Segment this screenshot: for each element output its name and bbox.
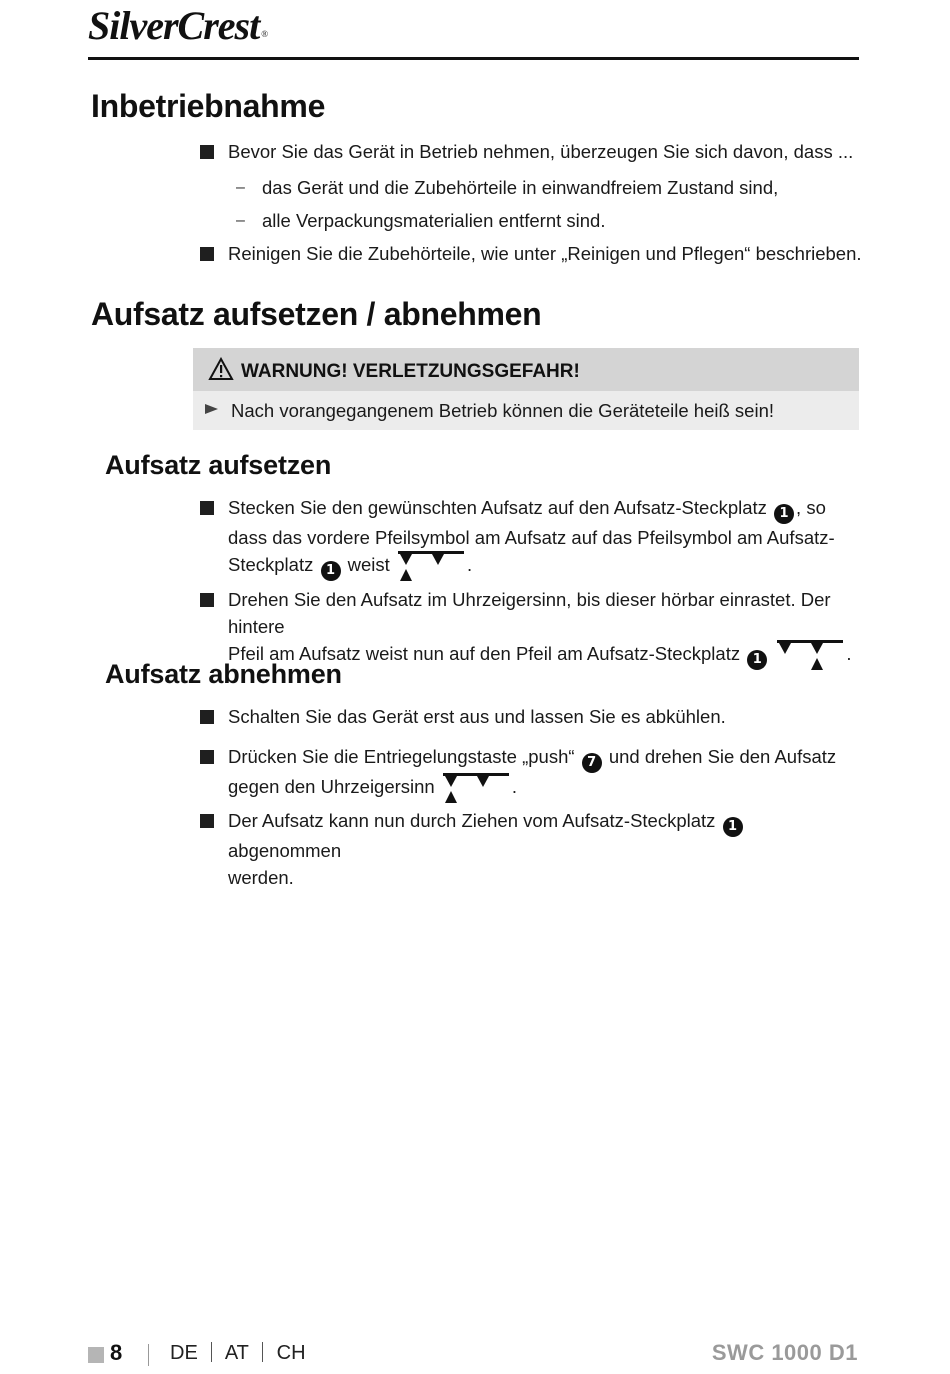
part-number-badge: 7	[582, 753, 602, 773]
section-title-inbetriebnahme: Inbetriebnahme	[91, 88, 326, 124]
warning-header	[193, 348, 859, 391]
bullet-square	[200, 814, 214, 828]
arrow-alignment-front-icon	[398, 551, 464, 583]
warning-text: Nach vorangegangenem Betrieb können die Geräteteile heiß sein!	[231, 400, 775, 421]
part-number-badge: 1	[774, 504, 794, 524]
sub-list-item: das Gerät und die Zubehörteile in einwandfreiem Zustand sind,	[262, 177, 779, 198]
brand-logo	[88, 4, 267, 48]
header-rule	[88, 57, 859, 60]
lang-de: DE	[170, 1342, 198, 1364]
page-number: 8	[110, 1340, 123, 1365]
subsection-title-remove: Aufsatz abnehmen	[105, 659, 342, 689]
warning-box	[193, 348, 859, 430]
item-text: weist	[347, 554, 390, 575]
item-text: dass das vordere Pfeilsymbol am Aufsatz auf das Pfeilsymbol am Aufsatz-	[228, 527, 835, 548]
bullet-square	[200, 750, 214, 764]
language-codes	[170, 1342, 306, 1365]
list-item: Bevor Sie das Gerät in Betrieb nehmen, überzeugen Sie sich davon, dass ...	[228, 141, 854, 162]
bullet-square	[200, 145, 214, 159]
item-text: abgenommen	[228, 840, 342, 861]
item-text: Steckplatz	[228, 554, 314, 575]
list-item: Schalten Sie das Gerät erst aus und lassen Sie es abkühlen.	[228, 706, 726, 727]
item-text: .	[511, 776, 518, 797]
item-text: Drücken Sie die Entriegelungstaste „push“	[228, 746, 575, 767]
arrow-alignment-rear-icon	[777, 640, 843, 672]
warning-triangle-icon	[208, 357, 234, 381]
item-text: Stecken Sie den gewünschten Aufsatz auf den Aufsatz-Steckplatz	[228, 497, 767, 518]
item-text: Drehen Sie den Aufsatz im Uhrzeigersinn, bis dieser hörbar einrastet. Der hintere	[228, 589, 831, 637]
dash-bullet: –	[236, 179, 245, 196]
bullet-square	[200, 247, 214, 261]
part-number-badge: 1	[747, 650, 767, 670]
part-number-badge: 1	[321, 561, 341, 581]
lang-ch: CH	[276, 1342, 306, 1364]
lang-at: AT	[224, 1342, 249, 1364]
model-number: SWC 1000 D1	[711, 1340, 858, 1365]
bullet-square	[200, 710, 214, 724]
item-text: , so	[796, 497, 826, 518]
arrow-right-icon	[205, 403, 219, 415]
warning-title: WARNUNG! VERLETZUNGSGEFAHR!	[241, 361, 580, 382]
item-text: werden.	[228, 867, 294, 888]
sub-list-item: alle Verpackungsmaterialien entfernt sind.	[262, 210, 606, 231]
part-number-badge: 1	[723, 817, 743, 837]
brand-name: SilverCrest	[88, 3, 260, 48]
list-item	[228, 807, 862, 891]
item-text: Der Aufsatz kann nun durch Ziehen vom Aufsatz-Steckplatz	[228, 810, 716, 831]
item-text: gegen den Uhrzeigersinn	[228, 776, 435, 797]
item-text: .	[466, 554, 473, 575]
list-item: Reinigen Sie die Zubehörteile, wie unter „Reinigen und Pflegen“ beschrieben.	[228, 243, 862, 264]
item-text: und drehen Sie den Aufsatz	[608, 746, 837, 767]
footer-square	[88, 1347, 104, 1363]
item-text: .	[846, 643, 852, 664]
lang-separator	[211, 1342, 212, 1362]
footer-separator	[148, 1344, 149, 1366]
arrow-counterclockwise-icon	[443, 773, 509, 805]
item-text: Pfeil am Aufsatz weist nun auf den Pfeil am Aufsatz-Steckplatz	[228, 643, 741, 664]
section-title-aufsatz: Aufsatz aufsetzen / abnehmen	[91, 296, 542, 332]
bullet-square	[200, 501, 214, 515]
list-item	[228, 494, 862, 583]
bullet-square	[200, 593, 214, 607]
lang-separator	[262, 1342, 263, 1362]
dash-bullet: –	[236, 212, 245, 229]
registered-mark: ®	[261, 29, 268, 39]
list-item	[228, 743, 862, 805]
subsection-title-attach: Aufsatz aufsetzen	[105, 450, 332, 480]
